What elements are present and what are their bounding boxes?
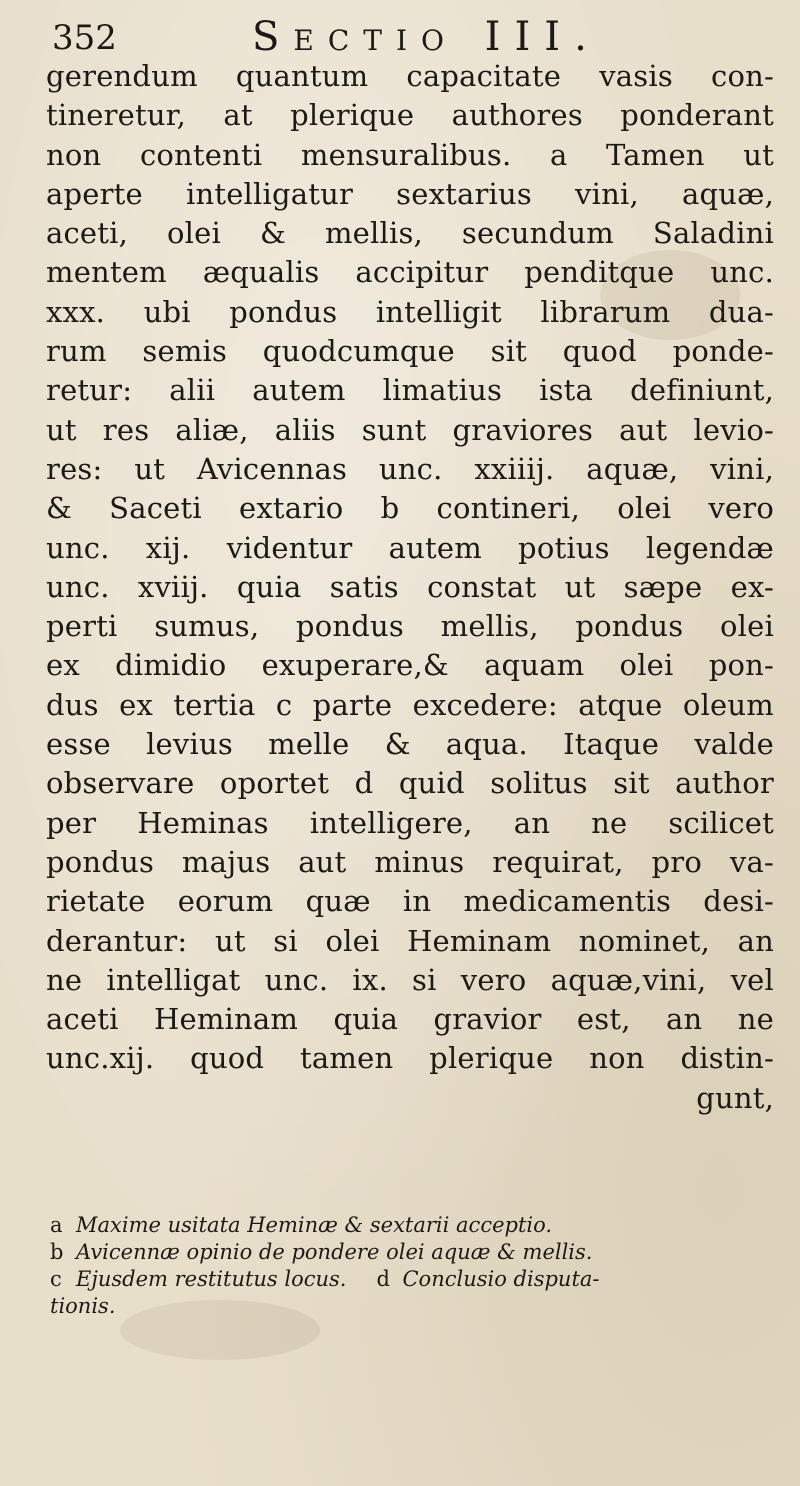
text-line: retur: alii autem limatius ista definiunt, xyxy=(46,373,774,408)
text-line: observare oportet d quid solitus sit author xyxy=(46,766,774,801)
footnote-text: Maxime usitata Heminæ & sextarii acceptio. xyxy=(76,1213,553,1237)
text-line: unc.xij. quod tamen plerique non distin- xyxy=(46,1041,774,1076)
footnote-text: Ejusdem restitutus locus. xyxy=(76,1267,347,1291)
body-text xyxy=(46,57,774,1118)
page-number: 352 xyxy=(52,18,117,58)
footnote-mark: b xyxy=(50,1240,64,1264)
text-line: aceti Heminam quia gravior est, an ne xyxy=(46,1002,774,1037)
running-head: Sectio III. xyxy=(252,14,601,60)
text-line: res: ut Avicennas unc. xxiiij. aquæ, vini, xyxy=(46,451,774,486)
text-line: rietate eorum quæ in medicamentis desi- xyxy=(46,884,774,919)
text-line: rum semis quodcumque sit quod ponde- xyxy=(46,334,774,369)
text-line: & Saceti extario b contineri, olei vero xyxy=(46,491,774,526)
text-line: tineretur, at plerique authores ponderant xyxy=(46,98,774,133)
text-line: ut res aliæ, aliis sunt graviores aut levio- xyxy=(46,412,774,447)
text-line: ne intelligat unc. ix. si vero aquæ,vini, vel xyxy=(46,962,774,997)
footnote-b xyxy=(50,1239,772,1266)
text-line: unc. xviij. quia satis constat ut sæpe ex- xyxy=(46,569,774,604)
text-line: dus ex tertia c parte excedere: atque oleum xyxy=(46,687,774,722)
text-line: aperte intelligatur sextarius vini, aquæ, xyxy=(46,176,774,211)
footnote-text: Avicennæ opinio de pondere olei aquæ & mellis. xyxy=(76,1240,593,1264)
footnote-mark: c xyxy=(50,1267,62,1291)
text-line: perti sumus, pondus mellis, pondus olei xyxy=(46,609,774,644)
text-line: derantur: ut si olei Heminam nominet, an xyxy=(46,923,774,958)
catchword: gunt, xyxy=(696,1080,774,1115)
marginal-notes xyxy=(50,1212,772,1320)
footnote-mark: d xyxy=(376,1267,390,1291)
footnote-d-continued xyxy=(50,1293,772,1320)
text-line: esse levius melle & aqua. Itaque valde xyxy=(46,727,774,762)
footnote-text: Conclusio disputa- xyxy=(402,1267,600,1291)
footnote-mark: a xyxy=(50,1213,63,1237)
footnote-a xyxy=(50,1212,772,1239)
text-line: per Heminas intelligere, an ne scilicet xyxy=(46,805,774,840)
text-line: unc. xij. videntur autem potius legendæ xyxy=(46,530,774,565)
text-line: pondus majus aut minus requirat, pro va- xyxy=(46,844,774,879)
text-line: aceti, olei & mellis, secundum Saladini xyxy=(46,216,774,251)
text-line: xxx. ubi pondus intelligit librarum dua- xyxy=(46,294,774,329)
text-line: ex dimidio exuperare,& aquam olei pon- xyxy=(46,648,774,683)
footnote-text: tionis. xyxy=(50,1294,116,1318)
text-line: mentem æqualis accipitur penditque unc. xyxy=(46,255,774,290)
footnote-c-d xyxy=(50,1266,772,1293)
text-line: gerendum quantum capacitate vasis con- xyxy=(46,59,774,93)
text-line: non contenti mensuralibus. a Tamen ut xyxy=(46,137,774,172)
